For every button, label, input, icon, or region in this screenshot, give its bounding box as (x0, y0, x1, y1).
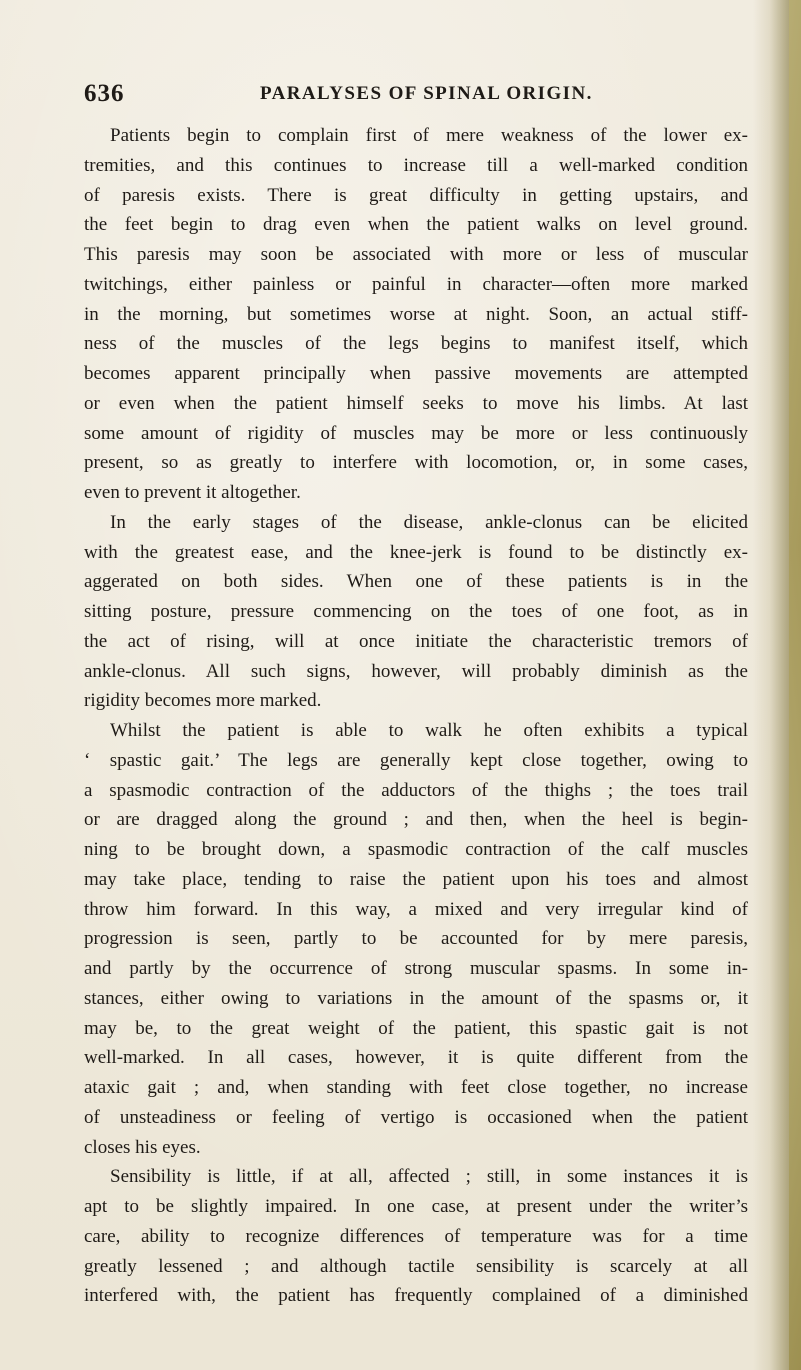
text-line: ness of the muscles of the legs begins to manifest itself, which (84, 333, 748, 355)
text-line: rigidity becomes more marked. (84, 690, 322, 712)
text-line: or are dragged along the ground ; and then, when the heel is begin- (84, 809, 748, 831)
text-line: progression is seen, partly to be accounted for by mere paresis, (84, 928, 748, 950)
text-line: ‘ spastic gait.’ The legs are generally kept close together, owing to (84, 749, 748, 771)
text-line: even to prevent it altogether. (84, 482, 301, 503)
text-line: ataxic gait ; and, when standing with feet close together, no increase (84, 1077, 748, 1098)
text-line: throw him forward. In this way, a mixed and very irregular kind of (84, 898, 748, 920)
text-line: sitting posture, pressure commencing on the toes of one foot, as in (84, 601, 748, 622)
text-line: stances, either owing to variations in the amount of the spasms or, it (84, 987, 748, 1009)
text-line: some amount of rigidity of muscles may be more or less continuously (84, 422, 748, 444)
text-line: the feet begin to drag even when the patient walks on level ground. (84, 214, 748, 236)
text-line: becomes apparent principally when passive movements are attempted (84, 363, 748, 384)
text-line: may take place, tending to raise the patient upon his toes and almost (84, 868, 748, 890)
text-line: ning to be brought down, a spasmodic contraction of the calf muscles (84, 839, 748, 860)
text-line: Patients begin to complain first of mere weakness of the lower ex- (110, 125, 748, 146)
text-line: of paresis exists. There is great difficulty in getting upstairs, and (84, 184, 748, 206)
text-line: Whilst the patient is able to walk he often exhibits a typical (110, 720, 748, 741)
page-number: 636 (84, 80, 125, 107)
text-line: of unsteadiness or feeling of vertigo is occasioned when the patient (84, 1106, 748, 1128)
text-line: care, ability to recognize differences of temperature was for a time (84, 1225, 748, 1247)
text-line: with the greatest ease, and the knee-jerk is found to be distinctly ex- (84, 541, 748, 563)
text-line: well-marked. In all cases, however, it is quite different from the (84, 1047, 748, 1069)
text-line: may be, to the great weight of the patient, this spastic gait is not (84, 1017, 748, 1039)
text-line: the act of rising, will at once initiate the characteristic tremors of (84, 630, 748, 652)
text-line: greatly lessened ; and although tactile sensibility is scarcely at all (84, 1255, 748, 1277)
text-line: twitchings, either painless or painful in character—often more marked (84, 273, 748, 295)
text-line: closes his eyes. (84, 1136, 201, 1158)
text-line: a spasmodic contraction of the adductors of the thighs ; the toes trail (84, 779, 748, 801)
page-edge-spine (789, 0, 801, 1370)
text-line: In the early stages of the disease, ankle-clonus can be elicited (110, 511, 748, 533)
text-line: ankle-clonus. All such signs, however, will probably diminish as the (84, 660, 748, 682)
body-text (84, 121, 748, 1311)
text-line: aggerated on both sides. When one of these patients is in the (84, 571, 748, 593)
text-line: or even when the patient himself seeks to move his limbs. At last (84, 392, 748, 414)
text-line: Sensibility is little, if at all, affected ; still, in some instances it is (110, 1166, 748, 1188)
page-header (84, 80, 750, 116)
running-title: PARALYSES OF SPINAL ORIGIN. (260, 83, 593, 104)
text-line: tremities, and this continues to increase till a well-marked condition (84, 154, 748, 176)
text-line: in the morning, but sometimes worse at night. Soon, an actual stiff- (84, 303, 748, 325)
text-line: This paresis may soon be associated with more or less of muscular (84, 244, 748, 265)
text-line: apt to be slightly impaired. In one case, at present under the writer’s (84, 1196, 748, 1217)
text-line: and partly by the occurrence of strong muscular spasms. In some in- (84, 958, 748, 979)
text-line: interfered with, the patient has frequently complained of a diminished (84, 1285, 748, 1307)
text-line: present, so as greatly to interfere with locomotion, or, in some cases, (84, 452, 748, 474)
